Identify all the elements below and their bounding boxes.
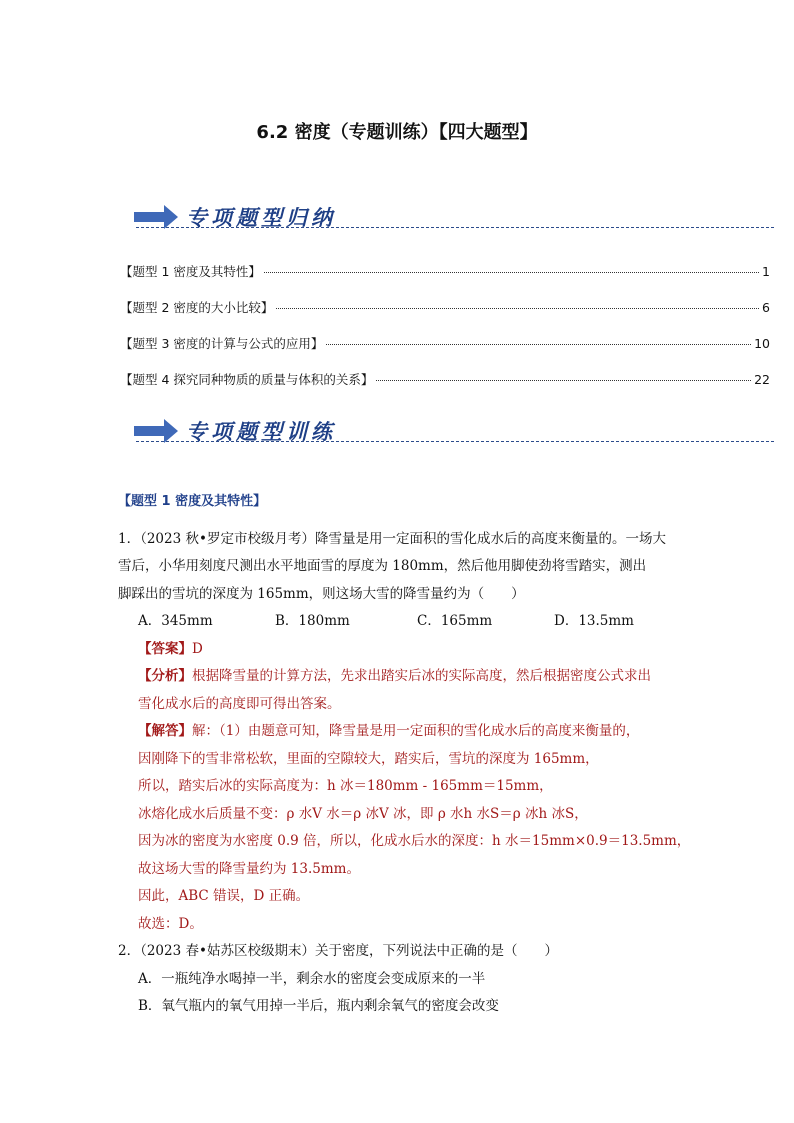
option-a[interactable]: A．345mm	[138, 613, 213, 629]
section-divider	[136, 441, 774, 442]
analysis-tag: 【分析】	[138, 668, 192, 684]
question-line: 雪后，小华用刻度尺测出水平地面雪的厚度为 180mm，然后他用脚使劲将雪踏实，测出	[118, 558, 647, 574]
option-d[interactable]: D．13.5mm	[554, 613, 634, 629]
analysis-text: 根据降雪量的计算方法，先求出踏实后冰的实际高度，然后根据密度公式求出	[192, 668, 651, 684]
solution-text: 冰熔化成水后质量不变：ρ 水V 水＝ρ 冰V 冰，即 ρ 水h 水S＝ρ 冰h 冰S，	[138, 805, 588, 822]
toc-item-label: 【题型 3 密度的计算与公式的应用】	[120, 336, 324, 351]
section-title: 专项题型归纳	[186, 205, 336, 230]
answer-value: D	[192, 640, 203, 657]
table-of-contents	[120, 262, 770, 406]
question-1-stem	[118, 526, 778, 609]
toc-item-label: 【题型 4 探究同种物质的质量与体积的关系】	[120, 372, 374, 387]
solution-text: 因此，ABC 错误，D 正确。	[138, 888, 310, 904]
solution-text: 所以，踏实后冰的实际高度为：h 冰＝180mm - 165mm＝15mm，	[138, 778, 553, 794]
toc-item-label: 【题型 1 密度及其特性】	[120, 264, 261, 279]
section-divider	[136, 227, 774, 228]
toc-item-page: 1	[762, 264, 770, 279]
toc-item-label: 【题型 2 密度的大小比较】	[120, 300, 274, 315]
question-content	[118, 488, 778, 1021]
solution-text: 故选：D。	[138, 915, 203, 932]
analysis-text: 雪化成水后的高度即可得出答案。	[138, 695, 341, 712]
toc-leader	[376, 380, 751, 381]
toc-item-page: 6	[762, 300, 770, 315]
toc-leader	[276, 308, 759, 309]
option-b[interactable]: B．180mm	[275, 613, 350, 629]
toc-item[interactable]	[120, 334, 770, 370]
question-2-options	[118, 966, 778, 1021]
toc-item[interactable]	[120, 262, 770, 298]
toc-item-page: 10	[754, 336, 770, 351]
solution-text: 解：（1）由题意可知，降雪量是用一定面积的雪化成水后的高度来衡量的，	[192, 723, 640, 739]
solution-tag: 【解答】	[138, 723, 192, 739]
option-b[interactable]: B．氧气瓶内的氧气用掉一半后，瓶内剩余氧气的密度会改变	[138, 998, 499, 1014]
option-a[interactable]: A．一瓶纯净水喝掉一半，剩余水的密度会变成原来的一半	[138, 970, 486, 987]
question-1-options	[118, 608, 778, 636]
toc-item[interactable]	[120, 298, 770, 334]
question-2-stem: 2．（2023 春•姑苏区校级期末）关于密度，下列说法中正确的是（ ）	[118, 943, 558, 959]
analysis-block	[118, 663, 778, 718]
solution-text: 故这场大雪的降雪量约为 13.5mm。	[138, 860, 360, 877]
toc-leader	[264, 272, 759, 273]
section-banner-training	[134, 414, 774, 448]
type-heading: 【题型 1 密度及其特性】	[118, 494, 267, 509]
solution-block	[118, 718, 778, 938]
page-title: 6.2 密度（专题训练）【四大题型】	[256, 122, 538, 143]
solution-text: 因为冰的密度为水密度 0.9 倍，所以，化成水后水的深度：h 水＝15mm×0.9＝13.5mm，	[138, 833, 691, 849]
toc-item[interactable]	[120, 370, 770, 406]
arrow-right-icon	[134, 419, 178, 443]
answer-line	[118, 636, 778, 664]
toc-item-page: 22	[754, 372, 770, 387]
question-line: 1．（2023 秋•罗定市校级月考）降雪量是用一定面积的雪化成水后的高度来衡量的。一场大	[118, 530, 666, 547]
toc-leader	[326, 344, 751, 345]
arrow-right-icon	[134, 205, 178, 229]
option-c[interactable]: C．165mm	[417, 613, 493, 629]
solution-text: 因刚降下的雪非常松软，里面的空隙较大，踏实后，雪坑的深度为 165mm，	[138, 750, 599, 767]
section-banner-summary	[134, 200, 774, 234]
section-title: 专项题型训练	[186, 419, 336, 444]
question-line: 脚踩出的雪坑的深度为 165mm，则这场大雪的降雪量约为（ ）	[118, 585, 525, 602]
answer-tag: 【答案】	[138, 640, 192, 657]
